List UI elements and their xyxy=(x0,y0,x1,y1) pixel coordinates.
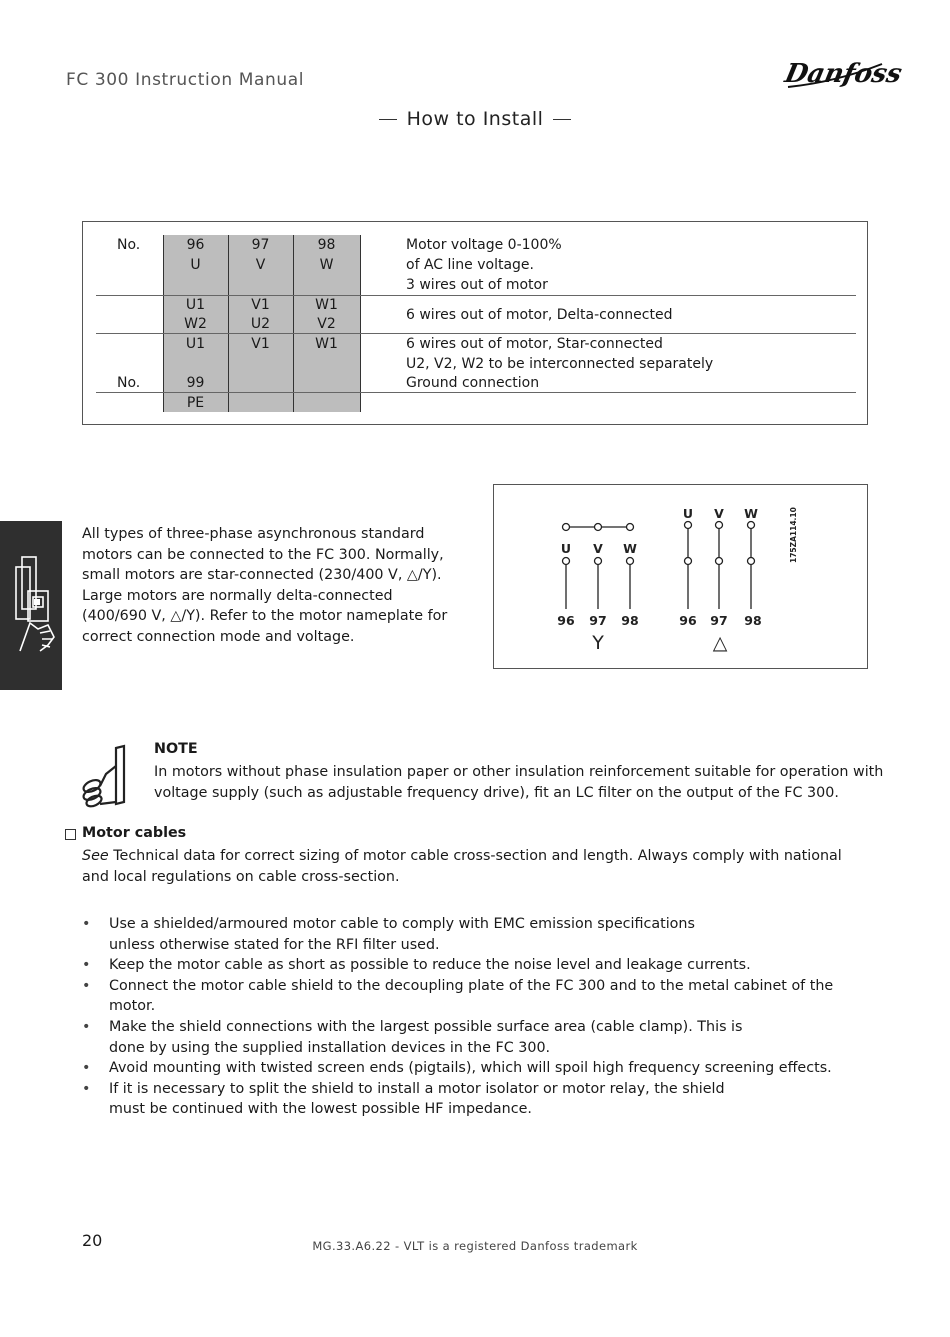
no-label: No. xyxy=(117,237,141,253)
note-hand-icon xyxy=(80,744,130,806)
note-text: In motors without phase insulation paper or other insulation reinforcement suitable for operation with voltage supply (such as adjustable frequency drive), fit an LC filter on the output of the FC 300. xyxy=(154,764,884,801)
delta-label: V xyxy=(714,506,724,521)
terminal-cell: 97 xyxy=(251,237,270,253)
connection-description: Motor voltage 0-100% xyxy=(406,237,562,253)
column-divider xyxy=(360,235,361,412)
list-item-line: done by using the supplied installation devices in the FC 300. xyxy=(109,1039,551,1056)
terminal-cell: 96 xyxy=(186,237,205,253)
delta-terminal: 98 xyxy=(744,613,762,628)
list-item: • Use a shielded/armoured motor cable to comply with EMC emission specifications unless otherwise stated for the RFI filter used. xyxy=(82,916,695,953)
motor-cables-body: Technical data for correct sizing of motor cable cross-section and length. Always comply with national and local regulations on cable cross-section. xyxy=(82,848,842,885)
motor-connection-paragraph: All types of three-phase asynchronous standard motors can be connected to the FC 300. Normally, small motors are star-connected (230/400 V, △/Y). Large motors are normally delta-connected (400/690 V, △/Y). Refer to the motor nameplate for correct connection mode and voltage. xyxy=(82,526,448,645)
terminal-cell: 98 xyxy=(317,237,336,253)
list-item: • If it is necessary to split the shield to install a motor isolator or motor relay, the shield must be continued with the lowest possible HF impedance. xyxy=(82,1080,725,1118)
terminal-cell: V2 xyxy=(317,316,336,332)
delta-terminal: 96 xyxy=(679,613,697,628)
list-item-line: must be continued with the lowest possible HF impedance. xyxy=(109,1101,532,1118)
list-item-line: Connect the motor cable shield to the decoupling plate of the FC 300 and to the metal cabinet of the motor. xyxy=(109,977,834,1015)
connection-diagram xyxy=(493,484,868,669)
terminal-cell: 99 xyxy=(186,375,205,391)
danfoss-logo xyxy=(782,52,905,94)
terminal-cell: V xyxy=(255,257,266,273)
list-item: • Keep the motor cable as short as possible to reduce the noise level and leakage currents. xyxy=(82,957,751,974)
star-terminal: 96 xyxy=(557,613,575,628)
terminal-cell: W1 xyxy=(315,297,338,313)
section-heading xyxy=(0,108,950,130)
footer-trademark: MG.33.A6.22 - VLT is a registered Danfoss trademark xyxy=(312,1239,638,1253)
list-item-line: Use a shielded/armoured motor cable to comply with EMC emission specifications xyxy=(109,916,695,932)
list-item: • Connect the motor cable shield to the decoupling plate of the FC 300 and to the metal cabinet of the motor. xyxy=(82,977,834,1015)
list-item: • Avoid mounting with twisted screen ends (pigtails), which will spoil high frequency screening effects. xyxy=(82,1060,832,1077)
terminal-cell: U xyxy=(190,257,201,273)
terminal-cell: U1 xyxy=(185,297,206,313)
note-title: NOTE xyxy=(154,741,198,757)
chapter-side-tab xyxy=(0,521,62,690)
terminal-cell: U1 xyxy=(185,336,206,352)
delta-terminal: 97 xyxy=(710,613,728,628)
terminal-table xyxy=(82,221,868,425)
list-item-line: unless otherwise stated for the RFI filter used. xyxy=(109,936,440,953)
terminal-cell: V1 xyxy=(251,336,270,352)
list-item-line: Keep the motor cable as short as possible to reduce the noise level and leakage currents. xyxy=(109,957,751,974)
diagram-code: 175ZA114.10 xyxy=(789,507,798,563)
connection-description: 6 wires out of motor, Delta-connected xyxy=(406,307,673,323)
star-label: W xyxy=(623,541,637,556)
list-item-line: If it is necessary to split the shield to install a motor isolator or motor relay, the shield xyxy=(109,1080,725,1097)
star-label: U xyxy=(560,541,572,556)
install-hand-icon xyxy=(0,521,62,690)
star-symbol: Y xyxy=(592,632,604,654)
list-item: • Make the shield connections with the largest possible surface area (cable clamp). This is done by using the supplied installation devices in the FC 300. xyxy=(82,1018,743,1056)
row-divider xyxy=(96,392,856,393)
motor-cables-text xyxy=(82,846,842,887)
list-item-line: Make the shield connections with the largest possible surface area (cable clamp). This is xyxy=(109,1018,743,1035)
connection-description: 6 wires out of motor, Star-connected xyxy=(406,336,663,352)
svg-text:Danfoss: Danfoss xyxy=(782,58,905,89)
delta-label: U xyxy=(682,506,694,521)
star-terminal: 97 xyxy=(589,613,607,628)
delta-symbol: △ xyxy=(712,632,728,654)
star-label: V xyxy=(593,541,603,556)
star-terminal: 98 xyxy=(621,613,639,628)
connection-description: of AC line voltage. xyxy=(406,257,534,273)
terminal-cell: U2 xyxy=(250,316,271,332)
terminal-cell: W2 xyxy=(184,316,207,332)
terminal-cell: W1 xyxy=(315,336,338,352)
section-checkbox-icon xyxy=(65,829,76,840)
connection-description: 3 wires out of motor xyxy=(406,277,548,293)
row-divider xyxy=(96,333,856,334)
connection-description: Ground connection xyxy=(406,375,540,391)
motor-cable-guidelines xyxy=(82,914,882,1120)
delta-label: W xyxy=(744,506,758,521)
no-label: No. xyxy=(117,375,141,391)
section-title: How to Install xyxy=(406,108,544,130)
page-number: 20 xyxy=(82,1231,103,1250)
terminal-cell: V1 xyxy=(251,297,270,313)
terminal-cell: W xyxy=(319,257,334,273)
connection-description: U2, V2, W2 to be interconnected separately xyxy=(406,356,714,372)
terminal-cell: PE xyxy=(186,395,205,411)
row-divider xyxy=(96,295,856,296)
see-emphasis: See xyxy=(82,848,109,864)
manual-title: FC 300 Instruction Manual xyxy=(66,70,305,90)
list-item-line: Avoid mounting with twisted screen ends (pigtails), which will spoil high frequency screening effects. xyxy=(109,1060,832,1077)
motor-cables-title: Motor cables xyxy=(82,825,187,841)
